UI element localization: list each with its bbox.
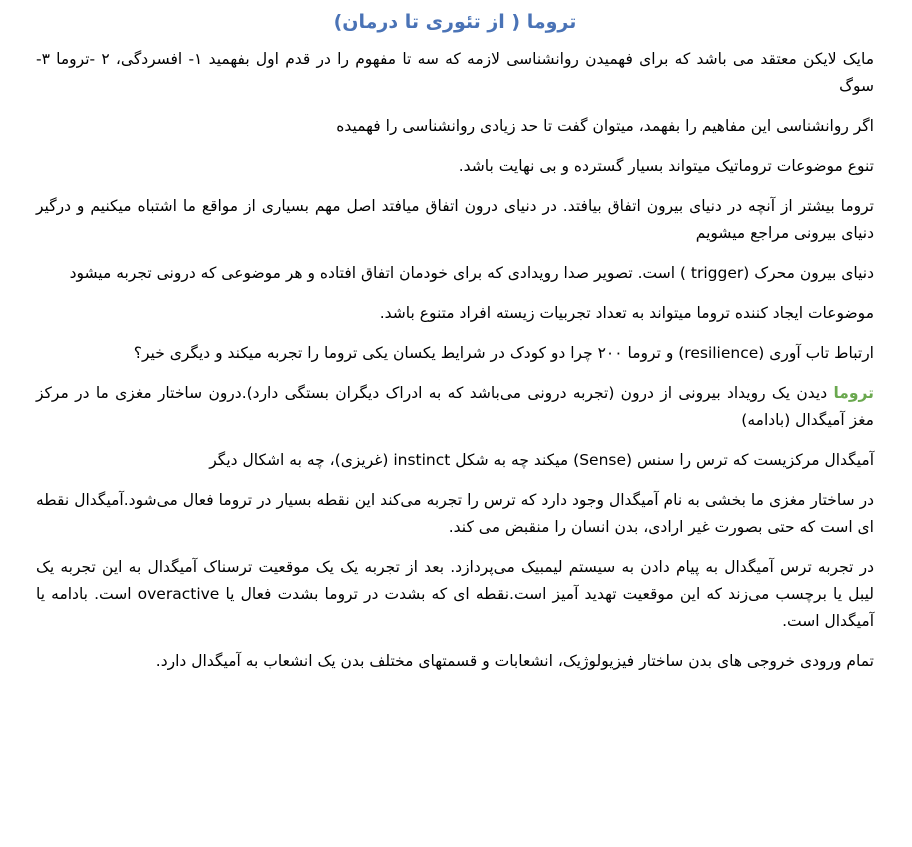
trauma-highlight: تروما [833, 384, 874, 402]
paragraph-amygdala-structure: در ساختار مغزی ما بخشی به نام آمیگدال وجود دارد که ترس را تجربه می‌کند این نقطه بسیار در تروما فعال می‌شود.آمیگدال نقطه ای است که حتی بصورت غیر ارادی، بدن انسان را منقبض می کند. [36, 491, 874, 536]
paragraph-diversity: تنوع موضوعات تروماتیک میتواند بسیار گسترده و بی نهایت باشد. [458, 157, 874, 175]
paragraph-physiology: تمام ورودی خروجی های بدن ساختار فیزیولوژیک، انشعابات و قسمتهای مختلف بدن یک انشعاب به آمیگدال دارد. [155, 652, 874, 670]
paragraph-trigger: دنیای بیرون محرک (trigger ) است. تصویر صدا رویدادی که برای خودمان اتفاق افتاده و هر موضوعی که درونی تجربه میشود [69, 264, 874, 282]
trauma-definition-text: دیدن یک رویداد بیرونی از درون (تجربه درونی می‌باشد که به ادراک دیگران بستگی دارد).درون ساختار مغزی ما در مرکز مغز آمیگدال (بادامه) [36, 384, 874, 429]
paragraph-lived-experience: موضوعات ایجاد کننده تروما میتواند به تعداد تجربیات زیسته افراد متنوع باشد. [379, 304, 874, 322]
paragraph-inner-world: تروما بیشتر از آنچه در دنیای بیرون اتفاق بیافتد. در دنیای درون اتفاق میافتد اصل مهم بسیاری از مواقع ما اشتباه میکنیم و درگیر دنیای بیرونی مراجع میشویم [36, 197, 874, 242]
paragraph-amygdala-sense: آمیگدال مرکزیست که ترس را سنس (Sense) میکند چه به شکل instinct (غریزی)، چه به اشکال دیگر [209, 451, 874, 469]
paragraph-resilience: ارتباط تاب آوری (resilience) و تروما ۲۰۰ چرا دو کودک در شرایط یکسان یکی تروما را تجربه میکند و دیگری خیر؟ [133, 344, 874, 362]
paragraph-three-concepts: مایک لایکن معتقد می باشد که برای فهمیدن روانشناسی لازمه که سه تا مفهوم را در قدم اول بفهمید ۱- افسردگی، ۲ -تروما ۳- سوگ [36, 50, 875, 95]
paragraph-limbic-system: در تجربه ترس آمیگدال به پیام دادن به سیستم لیمبیک می‌پردازد. بعد از تجربه یک یک موقعیت ترسناک آمیگدال به این تجربه یک لیبل یا برچسب می‌زند که این موقعیت تهدید آمیز است.نقطه ای که بشدت در تروما بشدت فعال یا overactive است. بادامه یا آمیگدال است. [36, 558, 874, 630]
page-title: تروما ( از تئوری تا درمان) [333, 11, 577, 33]
paragraph-understanding: اگر روانشناسی این مفاهیم را بفهمد، میتوان گفت تا حد زیادی روانشناسی را فهمیده [336, 117, 874, 135]
paragraph-trauma-definition [36, 380, 874, 434]
